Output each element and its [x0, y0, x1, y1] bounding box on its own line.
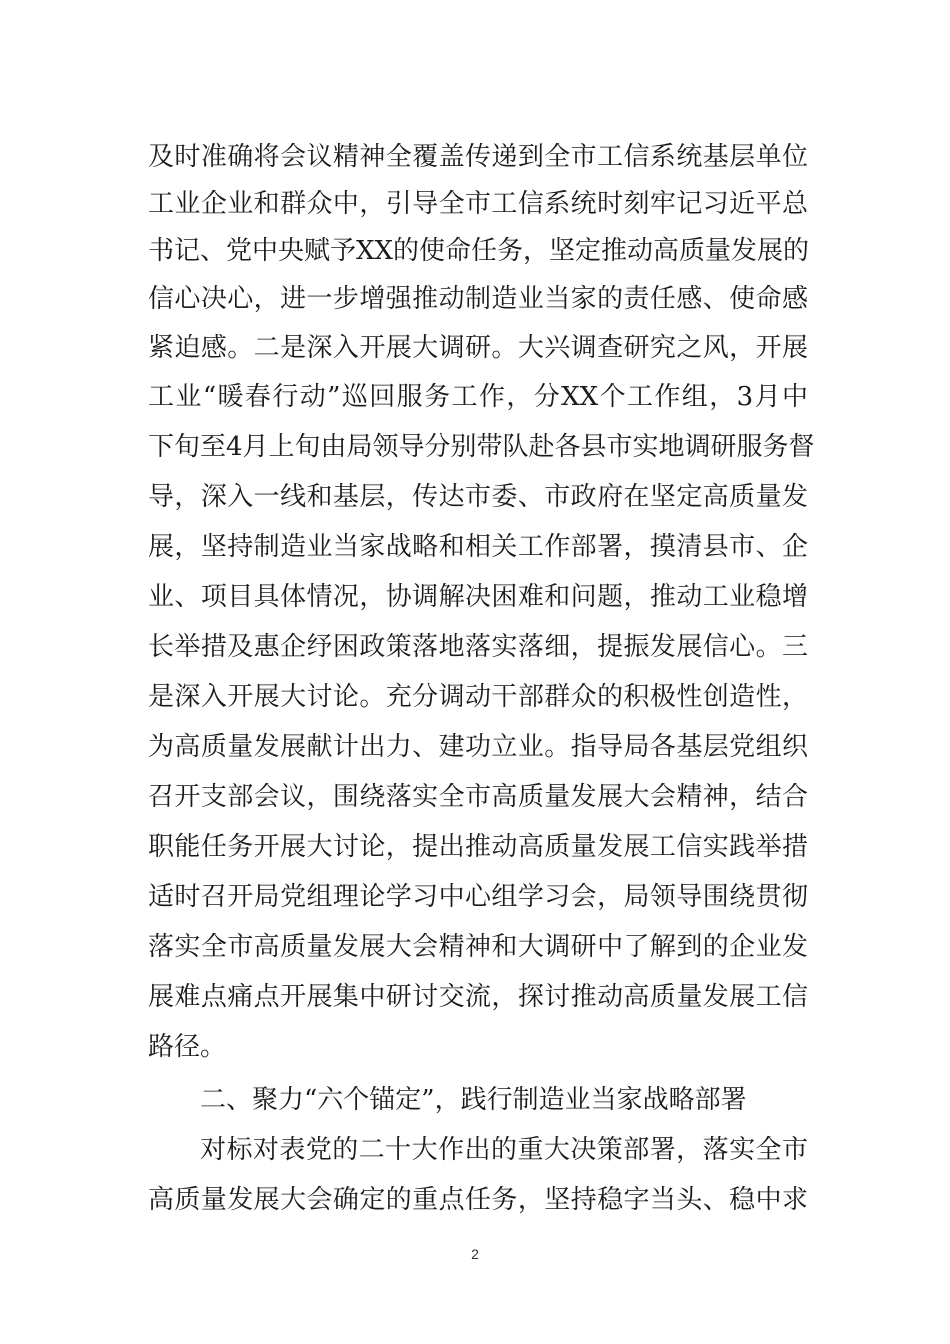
body-line: 展，坚持制造业当家战略和相关工作部署，摸清县市、企: [148, 532, 808, 562]
body-line: 是深入开展大讨论。充分调动干部群众的积极性创造性，: [148, 682, 808, 712]
page-number: 2: [471, 1246, 479, 1262]
body-line: 路径。: [148, 1032, 227, 1062]
body-line: 召开支部会议，围绕落实全市高质量发展大会精神，结合: [148, 782, 808, 812]
body-line: 紧迫感。二是深入开展大调研。大兴调查研究之风，开展: [148, 333, 808, 363]
body-line: 工业企业和群众中，引导全市工信系统时刻牢记习近平总: [148, 189, 808, 219]
body-line: 长举措及惠企纾困政策落地落实落细，提振发展信心。三: [148, 632, 808, 662]
body-line: 对标对表党的二十大作出的重大决策部署，落实全市: [200, 1135, 808, 1165]
body-line: 导，深入一线和基层，传达市委、市政府在坚定高质量发: [148, 482, 808, 512]
body-line: 职能任务开展大讨论，提出推动高质量发展工信实践举措: [148, 832, 808, 862]
body-line: 适时召开局党组理论学习中心组学习会，局领导围绕贯彻: [148, 882, 808, 912]
body-line: 高质量发展大会确定的重点任务，坚持稳字当头、稳中求: [148, 1185, 808, 1215]
body-line: 为高质量发展献计出力、建功立业。指导局各基层党组织: [148, 732, 808, 762]
section-heading: 二、聚力“六个锚定”，践行制造业当家战略部署: [200, 1085, 747, 1115]
body-line: 落实全市高质量发展大会精神和大调研中了解到的企业发: [148, 932, 808, 962]
body-line: 及时准确将会议精神全覆盖传递到全市工信系统基层单位: [148, 142, 808, 172]
body-line: 下旬至4月上旬由局领导分别带队赴各县市实地调研服务督: [148, 432, 815, 462]
body-line: 业、项目具体情况，协调解决困难和问题，推动工业稳增: [148, 582, 808, 612]
body-line: 工业“暖春行动”巡回服务工作，分XX个工作组，3月中: [148, 382, 808, 412]
body-line: 信心决心，进一步增强推动制造业当家的责任感、使命感: [148, 284, 808, 314]
body-line: 书记、党中央赋予XX的使命任务，坚定推动高质量发展的: [148, 236, 810, 266]
body-line: 展难点痛点开展集中研讨交流，探讨推动高质量发展工信: [148, 982, 808, 1012]
